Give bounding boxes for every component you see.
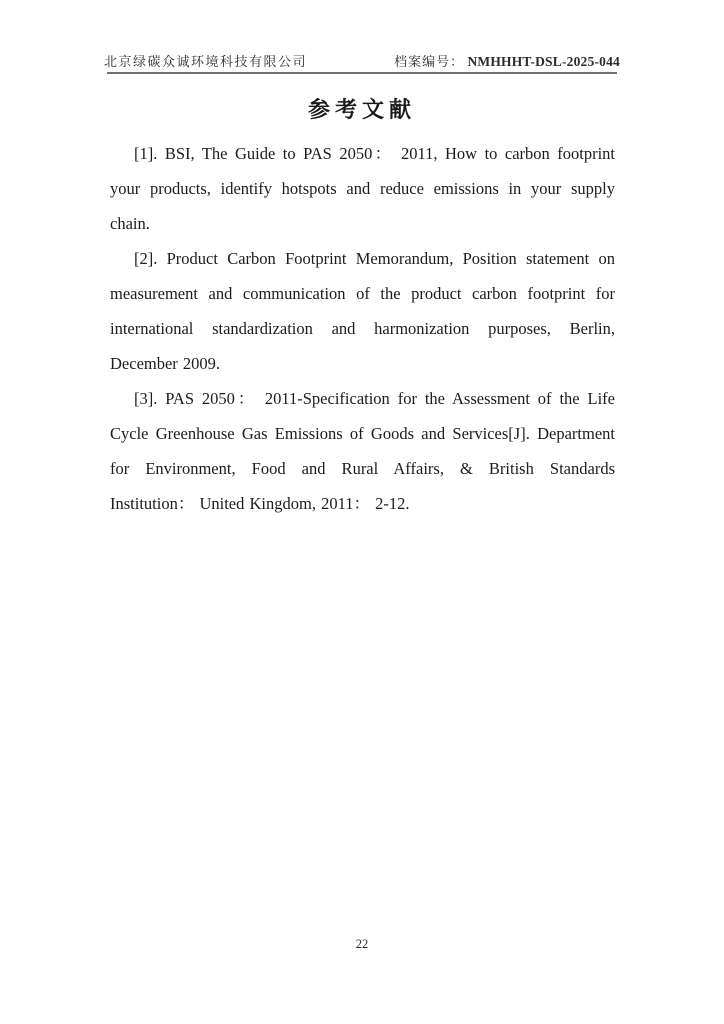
reference-item: [2]. Product Carbon Footprint Memorandum, Position statement on measurement and communication of the product carbon footprint for international standardization and harmonization purposes, Berlin, December 2009. <box>110 249 615 373</box>
archive-number-label: 档案编号： <box>394 54 465 69</box>
header-divider-rule <box>107 72 617 74</box>
reference-item: [3]. PAS 2050： 2011-Specification for the Assessment of the Life Cycle Greenhouse Gas Emissions of Goods and Services[J]. Department for Environment, Food and Rural Affairs, & British Standards Institution： United Kingdom, 2011： 2-12. <box>110 389 615 513</box>
reference-item: [1]. BSI, The Guide to PAS 2050： 2011, How to carbon footprint your products, identify hotspots and reduce emissions in your supply chain. <box>110 144 615 233</box>
archive-number-group <box>394 51 620 70</box>
page-header <box>104 51 620 70</box>
archive-number-value: NMHHHT-DSL-2025-044 <box>467 54 620 69</box>
references-list <box>110 136 615 521</box>
page-number: 22 <box>355 937 369 951</box>
page-title: 参考文献 <box>307 97 416 122</box>
company-name: 北京绿碳众诚环境科技有限公司 <box>104 54 308 69</box>
